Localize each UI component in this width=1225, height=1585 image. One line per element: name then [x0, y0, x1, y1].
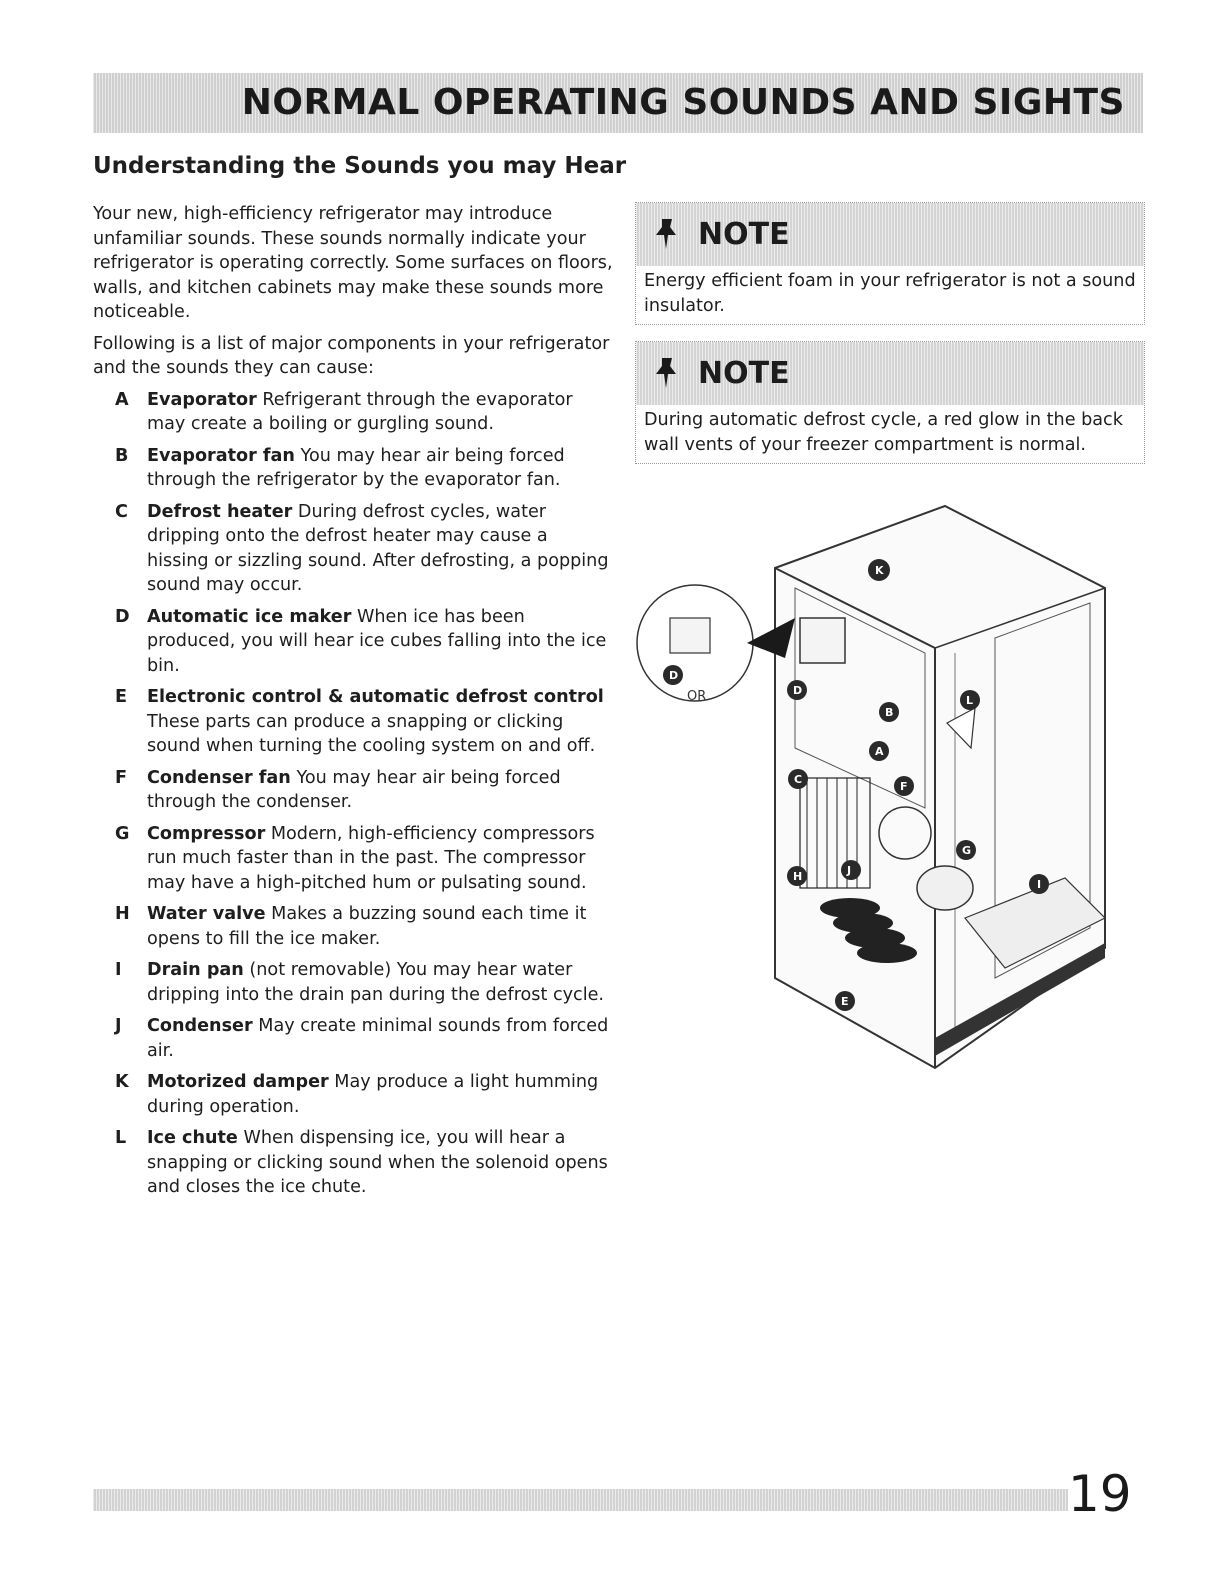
list-item [93, 822, 613, 896]
callout-letter: C [794, 773, 803, 786]
item-letter: L [115, 1128, 127, 1148]
or-label: OR [687, 689, 707, 704]
item-description: Modern, high-efficiency compressors run much faster than in the past. The compressor may have a high-pitched hum or pulsating sound. [147, 823, 595, 893]
intro-paragraph: Your new, high-efficiency refrigerator may introduce unfamiliar sounds. These sounds normally indicate your refrigerator is operating correctly. Some surfaces on floors, walls, and kitchen cabinets may make these sounds more noticeable. [93, 204, 613, 322]
item-letter: A [115, 389, 129, 410]
note-box-foam [635, 202, 1145, 325]
component-list [93, 388, 613, 1200]
item-name: Drain pan [147, 960, 244, 980]
item-description: May create minimal sounds from forced air. [147, 1016, 609, 1061]
item-letter: E [115, 687, 128, 707]
item-description: When dispensing ice, you will hear a snapping or clicking sound when the solenoid opens and closes the ice chute. [147, 1128, 608, 1197]
note-header [636, 203, 1144, 266]
item-name: Condenser fan [147, 767, 291, 788]
left-column [93, 202, 613, 1207]
item-description: You may hear air being forced through the condenser. [147, 767, 561, 812]
item-name: Evaporator [147, 389, 257, 410]
item-name: Motorized damper [147, 1072, 329, 1092]
list-item [93, 1070, 613, 1119]
callout-badge [787, 866, 807, 886]
list-item [93, 444, 613, 493]
callout-badge [835, 991, 855, 1011]
item-name: Ice chute [147, 1128, 238, 1148]
list-item [93, 685, 613, 759]
item-name: Evaporator fan [147, 445, 295, 466]
list-item [93, 1126, 613, 1200]
list-item [93, 766, 613, 815]
callout-badge [894, 776, 914, 796]
callout-letter: D [669, 669, 679, 682]
callout-letter: J [847, 864, 852, 877]
list-item [93, 1014, 613, 1063]
note-text: During automatic defrost cycle, a red glow in the back wall vents of your freezer compartment is normal. [644, 410, 1123, 455]
note-header [636, 342, 1144, 405]
item-description: (not removable) You may hear water dripping into the drain pan during the defrost cycle. [147, 960, 605, 1005]
callout-letter: L [966, 694, 974, 707]
item-letter: H [115, 904, 130, 924]
pushpin-icon [650, 354, 688, 396]
item-description: You may hear air being forced through the refrigerator by the evaporator fan. [147, 445, 565, 490]
callout-letter: E [841, 995, 849, 1008]
item-name: Water valve [147, 904, 266, 924]
item-description: Makes a buzzing sound each time it opens to fill the ice maker. [147, 904, 587, 949]
item-letter: I [115, 960, 122, 980]
section-heading: Understanding the Sounds you may Hear [93, 153, 627, 179]
note-label: NOTE [698, 217, 790, 252]
callout-letter: D [793, 684, 803, 697]
page-banner [93, 73, 1143, 133]
list-item [93, 388, 613, 437]
note-box-defrost [635, 341, 1145, 464]
refrigerator-diagram [635, 478, 1145, 1078]
callout-badge [788, 769, 808, 789]
refrigerator-illustration [635, 478, 1145, 1078]
callout-letter: G [962, 844, 972, 857]
page-number: 19 [1068, 1465, 1132, 1523]
item-description: Refrigerant through the evaporator may create a boiling or gurgling sound. [147, 389, 573, 434]
callout-letter: I [1037, 878, 1042, 891]
callout-badge [787, 680, 807, 700]
item-letter: C [115, 501, 128, 522]
item-letter: F [115, 767, 128, 788]
list-item [93, 958, 613, 1007]
item-description: May produce a light humming during operation. [147, 1072, 599, 1117]
item-name: Condenser [147, 1016, 253, 1036]
callout-badge [879, 702, 899, 722]
item-name: Electronic control & automatic defrost control [147, 687, 604, 707]
item-letter: D [115, 606, 130, 627]
callout-badge [663, 665, 683, 685]
callout-badge [960, 690, 980, 710]
callout-badge [956, 840, 976, 860]
item-description: These parts can produce a snapping or clicking sound when turning the cooling system on and off. [147, 711, 596, 756]
item-letter: J [115, 1016, 122, 1036]
item-name: Automatic ice maker [147, 606, 352, 627]
item-description: During defrost cycles, water dripping onto the defrost heater may cause a hissing or sizzling sound. After defrosting, a popping sound may occur. [147, 501, 609, 595]
callout-badge [1029, 874, 1049, 894]
callout-letter: H [793, 870, 803, 883]
list-item [93, 605, 613, 679]
callout-letter: B [885, 706, 894, 719]
callout-badge [869, 741, 889, 761]
callout-letter: A [875, 745, 884, 758]
item-description: When ice has been produced, you will hear ice cubes falling into the ice bin. [147, 606, 607, 676]
item-letter: B [115, 445, 129, 466]
callout-letter: F [900, 780, 908, 793]
pushpin-icon [650, 215, 688, 257]
list-item [93, 500, 613, 598]
callout-badge [868, 559, 890, 581]
footer-band [93, 1489, 1068, 1511]
item-name: Compressor [147, 823, 266, 844]
item-letter: K [115, 1072, 129, 1092]
list-item [93, 902, 613, 951]
callout-letter: K [875, 564, 884, 577]
note-label: NOTE [698, 356, 790, 391]
banner-title: NORMAL OPERATING SOUNDS AND SIGHTS [241, 82, 1125, 123]
item-name: Defrost heater [147, 501, 293, 522]
callout-badge [841, 860, 861, 880]
item-letter: G [115, 823, 130, 844]
intro-list-lead: Following is a list of major components in your refrigerator and the sounds they can cause: [93, 333, 610, 378]
note-text: Energy efficient foam in your refrigerator is not a sound insulator. [644, 271, 1136, 316]
